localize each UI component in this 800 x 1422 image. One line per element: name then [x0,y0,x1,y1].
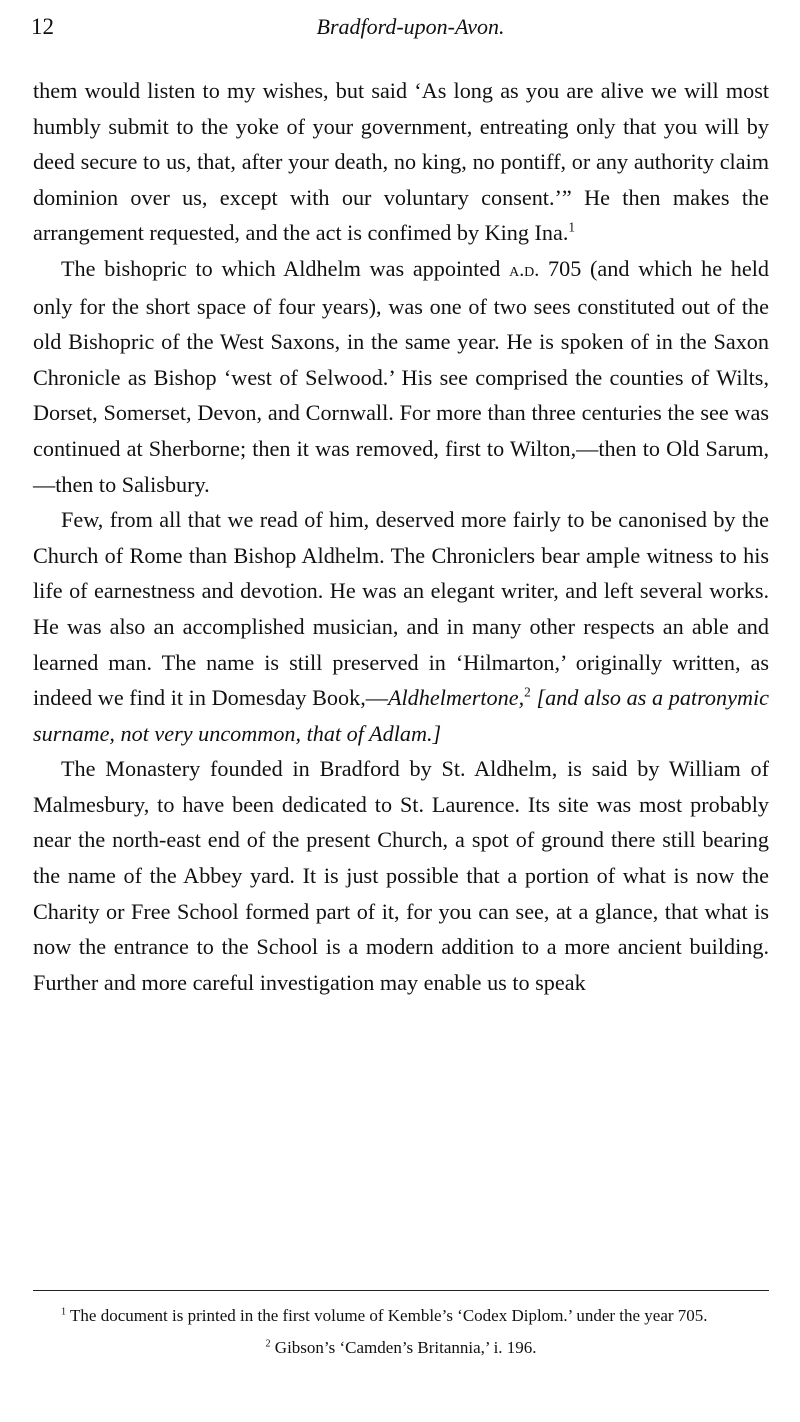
footnote-2-marker: 2 [265,1338,271,1350]
paragraph-1-text: them would listen to my wishes, but said ‘As long as you are alive we will most humbly submit to the yoke of your government, entreating only that you will by deed secure to us, that, after your death, no king, no pontiff, or any authority claim dominion over us, except with our voluntary consent.’” He then makes the arrangement requested, and the act is confimed by King Ina. [33,78,769,246]
footnote-1-marker: 1 [61,1306,67,1318]
footnote-divider [33,1290,769,1291]
running-title: Bradford-upon-Avon. [316,14,505,39]
paragraph-2-text-b: 705 (and which he held only for the short space of four years), was one of two sees constituted out of the old Bishopric of the West Saxons, in the same year. He is spoken of in the Saxon Chronicle as Bishop ‘west of Selwood.’ His see comprised the counties of Wilts, Dorset, Somerset, Devon, and Cornwall. For more than three centuries the see was continued at Sherborne; then it was removed, first to Wilton,—then to Old Sarum,—then to Salisbury. [33,255,770,497]
page-header [31,14,770,48]
paragraph-4 [33,751,769,1000]
footnote-ref-1: 1 [568,219,576,235]
footnote-ref-2: 2 [524,684,531,700]
italic-place-name: Aldhelmertone, [387,685,525,711]
footnote-2 [33,1336,769,1360]
bracketed-italic-note: [and also as a patronymic surname, not very uncommon, that of Adlam.] [33,685,769,746]
footnote-1 [33,1304,769,1328]
footnote-1-text: The document is printed in the first volume of Kemble’s ‘Codex Diplom.’ under the year 705. [70,1306,708,1325]
paragraph-3-text-a: Few, from all that we read of him, deserved more fairly to be canonised by the Church of Rome than Bishop Aldhelm. The Chroniclers bear ample witness to his life of earnestness and devotion. He was an elegant writer, and left several works. He was also an accomplished musician, and in many other respects an able and learned man. The name is still preserved in ‘Hilmarton,’ originally written, as indeed we find it in Domesday Book,— [33,507,769,711]
era-abbreviation: a.d. [509,258,540,281]
footnote-2-text: Gibson’s ‘Camden’s Britannia,’ i. 196. [274,1338,537,1357]
body-text [33,73,769,1000]
paragraph-4-text: The Monastery founded in Bradford by St. Aldhelm, is said by William of Malmesbury, to have been dedicated to St. Laurence. Its site was most probably near the north-east end of the present Church, a spot of ground there still bearing the name of the Abbey yard. It is just possible that a portion of what is now the Charity or Free School formed part of it, for you can see, at a glance, that what is now the entrance to the School is a modern addition to a more ancient building. Further and more careful investigation may enable us to speak [33,756,769,995]
paragraph-2-text-a: The bishopric to which Aldhelm was appointed [61,255,501,281]
paragraph-3 [33,502,769,751]
paragraph-2 [33,251,769,502]
paragraph-1 [33,73,769,251]
page-number: 12 [31,14,54,39]
footnotes [33,1304,769,1360]
